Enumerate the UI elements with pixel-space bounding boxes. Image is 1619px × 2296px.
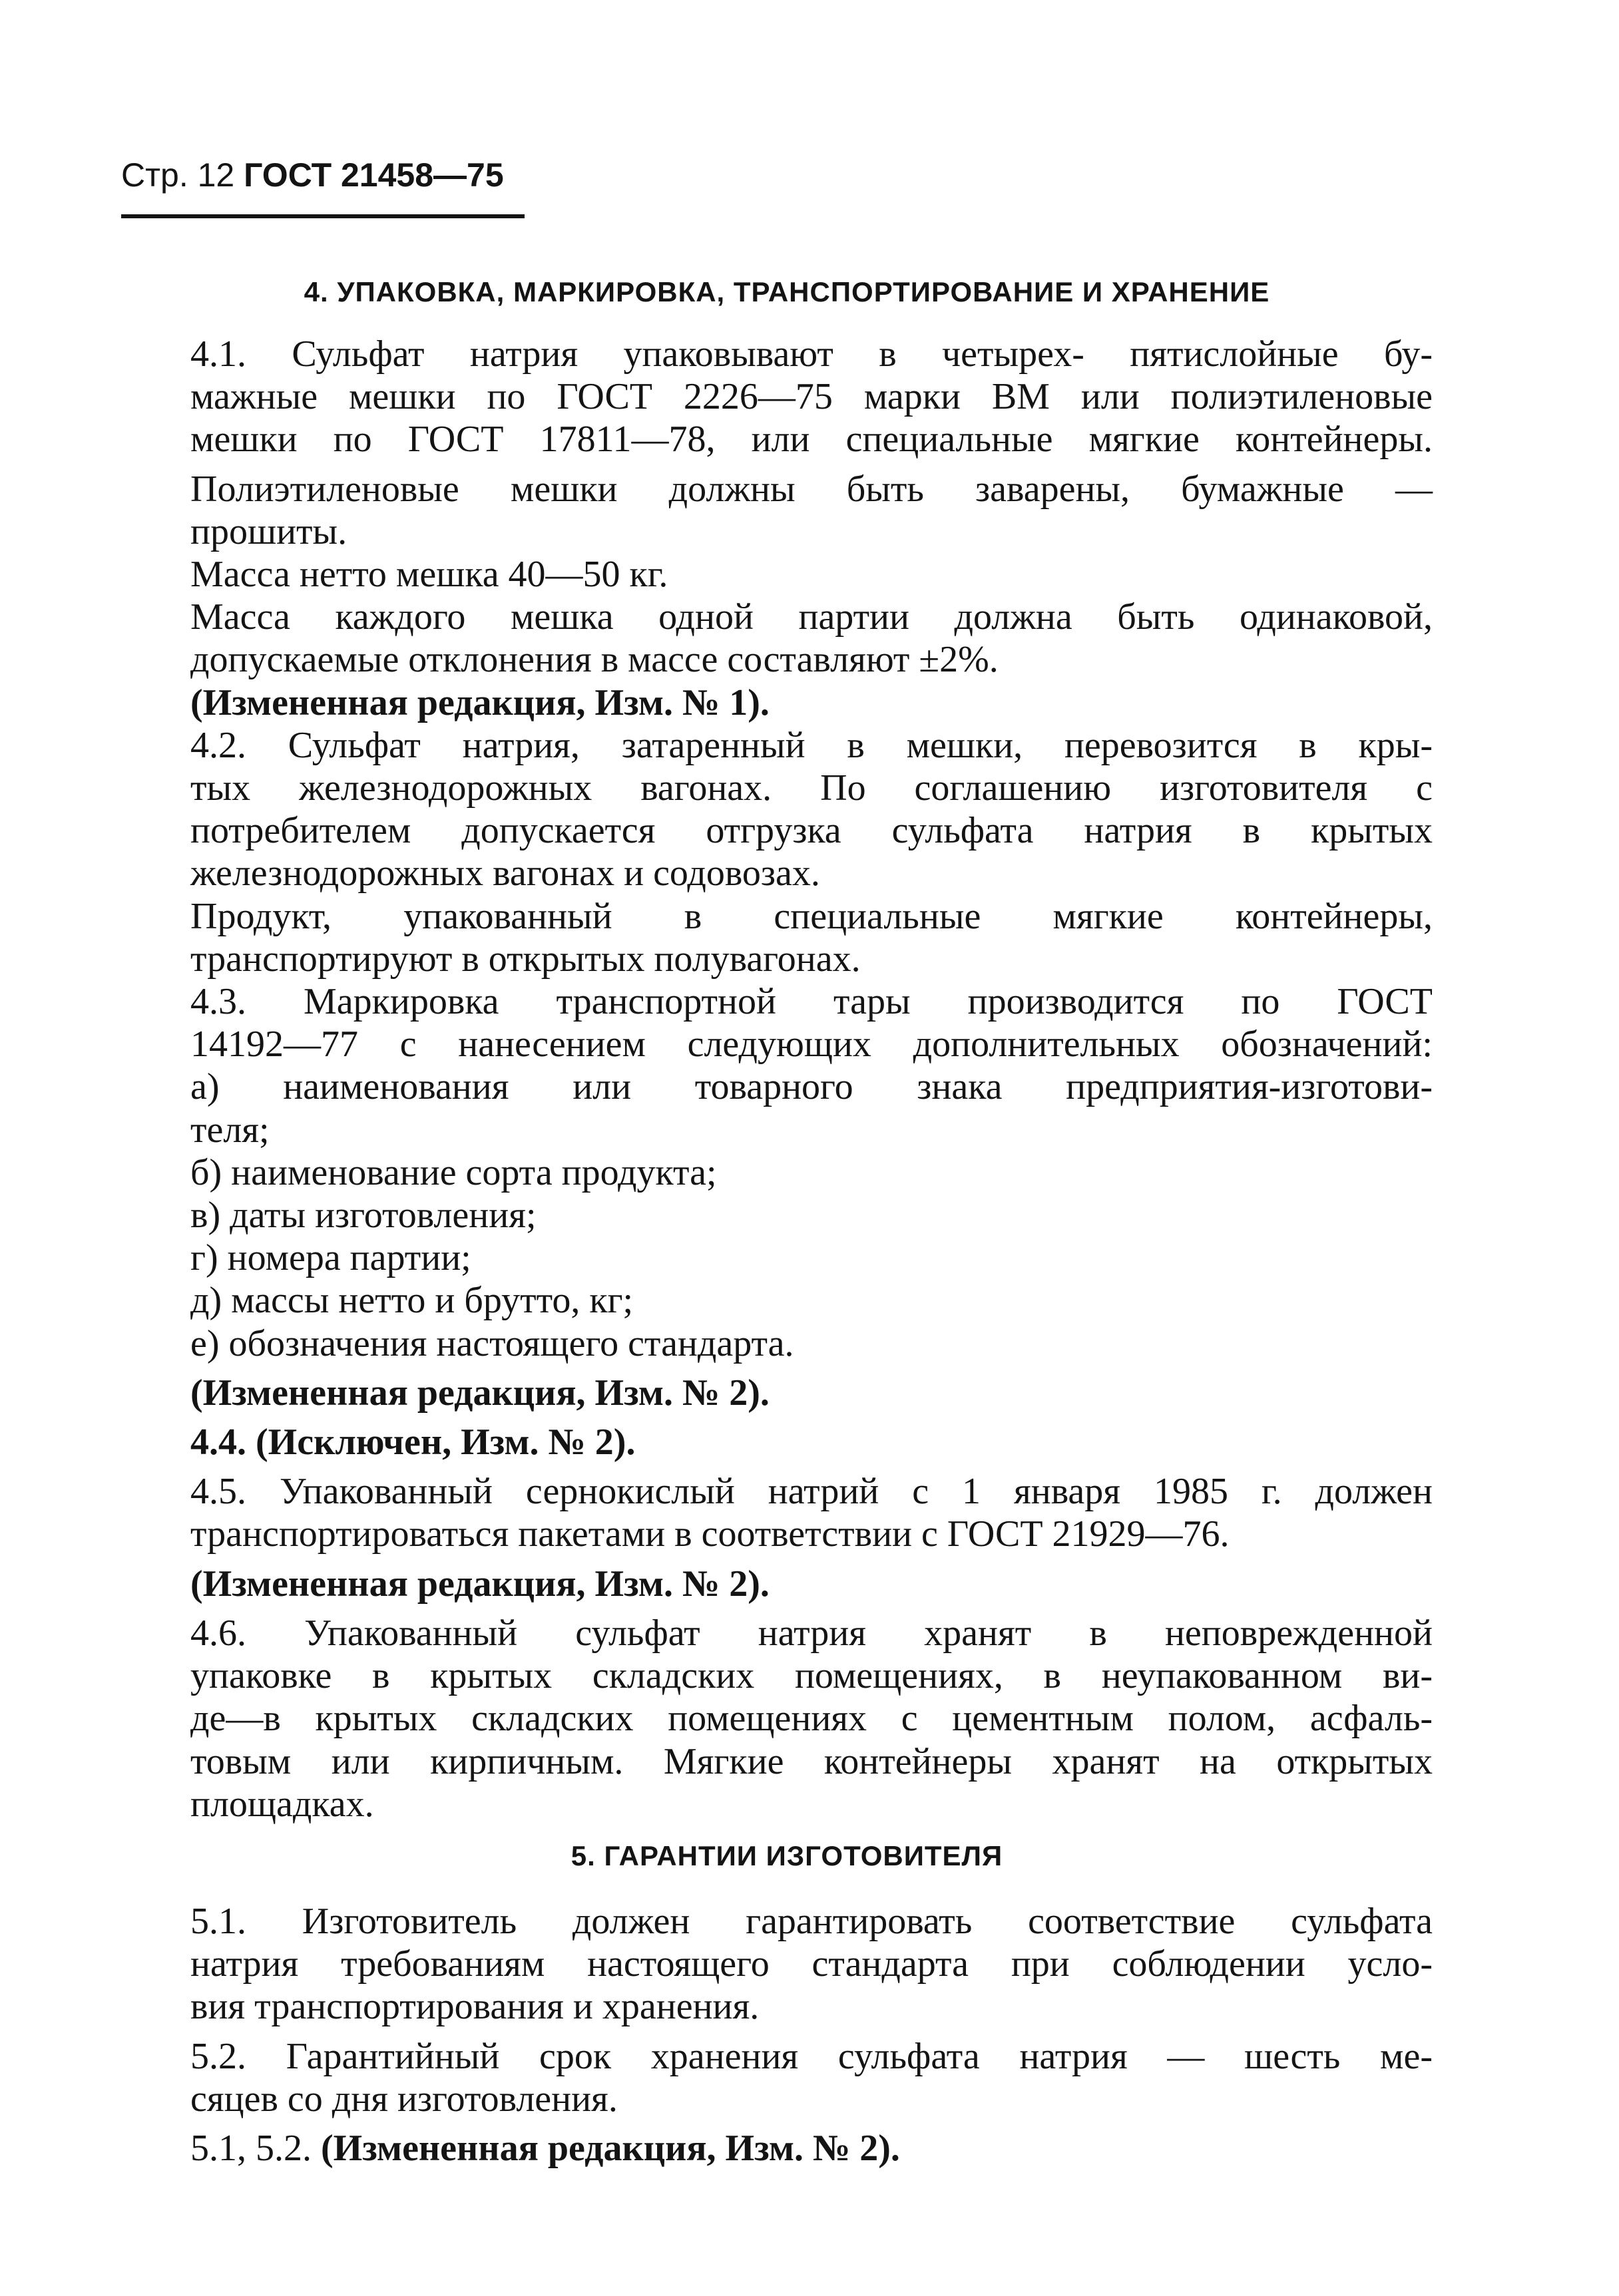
text-line: 14192—77 с нанесением следующих дополнительных обозначений: xyxy=(190,1024,1433,1065)
text-line: потребителем допускается отгрузка сульфата натрия в крытых xyxy=(190,810,1433,852)
list-item-a xyxy=(121,1065,1433,1151)
text-line: 4.4. (Исключен, Изм. № 2). xyxy=(190,1422,636,1463)
text-line xyxy=(121,2127,1433,2170)
text-line: 4.5. Упакованный сернокислый натрий с 1 января 1985 г. должен xyxy=(190,1471,1433,1513)
text-line: (Измененная редакция, Изм. № 1). xyxy=(190,681,770,723)
text-line: де—в крытых складских помещениях с цементным полом, асфаль- xyxy=(190,1698,1433,1740)
clause-4-1-net-mass xyxy=(121,553,1433,596)
text-line: г) номера партии; xyxy=(190,1237,471,1279)
list-item-e xyxy=(121,1322,1433,1365)
section-4-heading: 4. УПАКОВКА, МАРКИРОВКА, ТРАНСПОРТИРОВАНИЕ И ХРАНЕНИЕ xyxy=(304,276,1270,307)
clause-4-1-seal xyxy=(121,468,1433,553)
text-line: Полиэтиленовые мешки должны быть заварены, бумажные — xyxy=(190,468,1433,510)
text-line: транспортироваться пакетами в соответствии с ГОСТ 21929—76. xyxy=(190,1513,1230,1555)
text-line: а) наименования или товарного знака предприятия-изготови- xyxy=(190,1066,1433,1108)
clause-4-1 xyxy=(121,333,1433,461)
text-line: е) обозначения настоящего стандарта. xyxy=(190,1322,794,1364)
list-item-d xyxy=(121,1279,1433,1322)
clause-4-1-tolerance xyxy=(121,596,1433,681)
page-header xyxy=(121,158,504,192)
section-5-heading: 5. ГАРАНТИИ ИЗГОТОВИТЕЛЯ xyxy=(571,1840,1003,1871)
list-item-g xyxy=(121,1237,1433,1279)
text-line: 4.6. Упакованный сульфат натрия хранят в неповрежденной xyxy=(190,1612,1433,1654)
text-line: в) даты изготовления; xyxy=(190,1195,537,1237)
section-4-body xyxy=(121,333,1433,1825)
clause-5-1 xyxy=(121,1900,1433,2028)
amendment-note-2 xyxy=(121,1372,1433,1414)
text-line: Продукт, упакованный в специальные мягкие контейнеры, xyxy=(190,895,1433,937)
clause-4-2 xyxy=(121,724,1433,895)
amendment-note-1 xyxy=(121,681,1433,724)
clause-4-6 xyxy=(121,1612,1433,1825)
clause-5-amendment xyxy=(121,2127,1433,2170)
text-line: площадках. xyxy=(190,1783,374,1825)
text-line: теля; xyxy=(190,1109,270,1151)
text-line: прошиты. xyxy=(190,510,347,552)
clause-4-3 xyxy=(121,980,1433,1065)
text-line: тых железнодорожных вагонах. По соглашению изготовителя с xyxy=(190,767,1433,809)
text-line: допускаемые отклонения в массе составляют ±2%. xyxy=(190,639,999,681)
list-item-v xyxy=(121,1194,1433,1237)
clause-4-5 xyxy=(121,1470,1433,1555)
amendment-note-3 xyxy=(121,1563,1433,1605)
text-line: железнодорожных вагонах и содовозах. xyxy=(190,853,820,894)
header-rule xyxy=(121,214,525,218)
text-line: мажные мешки по ГОСТ 2226—75 марки ВМ или полиэтиленовые xyxy=(190,376,1433,418)
text-line: сяцев со дня изготовления. xyxy=(190,2078,618,2120)
text-line: 4.1. Сульфат натрия упаковывают в четырех- пятислойные бу- xyxy=(190,333,1433,375)
text-line: вия транспортирования и хранения. xyxy=(190,1986,760,2028)
text-line: 4.2. Сульфат натрия, затаренный в мешки, перевозится в кры- xyxy=(190,724,1433,766)
clause-reference: 5.1, 5.2. xyxy=(190,2128,312,2170)
text-line: упаковке в крытых складских помещениях, в неупакованном ви- xyxy=(190,1655,1433,1697)
page-number: Стр. 12 xyxy=(121,156,235,194)
text-line: б) наименование сорта продукта; xyxy=(190,1151,717,1193)
amendment-note-4: (Измененная редакция, Изм. № 2). xyxy=(321,2128,900,2170)
text-line: (Измененная редакция, Изм. № 2). xyxy=(190,1372,770,1414)
text-line: мешки по ГОСТ 17811—78, или специальные мягкие контейнеры. xyxy=(190,419,1433,461)
clause-5-2 xyxy=(121,2035,1433,2120)
text-line: натрия требованиям настоящего стандарта при соблюдении усло- xyxy=(190,1943,1433,1985)
text-line: 4.3. Маркировка транспортной тары производится по ГОСТ xyxy=(190,981,1433,1023)
standard-number: ГОСТ 21458—75 xyxy=(244,156,504,194)
text-line: Масса каждого мешка одной партии должна быть одинаковой, xyxy=(190,596,1433,638)
list-item-b xyxy=(121,1151,1433,1194)
text-line: товым или кирпичным. Мягкие контейнеры хранят на открытых xyxy=(190,1740,1433,1782)
text-line: транспортируют в открытых полувагонах. xyxy=(190,938,861,980)
clause-4-2-containers xyxy=(121,895,1433,980)
clause-4-4 xyxy=(121,1421,1433,1463)
text-line: 5.2. Гарантийный срок хранения сульфата натрия — шесть ме- xyxy=(190,2035,1433,2077)
text-line: Масса нетто мешка 40—50 кг. xyxy=(190,554,668,596)
text-line: 5.1. Изготовитель должен гарантировать соответствие сульфата xyxy=(190,1901,1433,1942)
section-5-body xyxy=(121,1900,1433,2170)
text-line: д) массы нетто и брутто, кг; xyxy=(190,1280,634,1322)
text-line: (Измененная редакция, Изм. № 2). xyxy=(190,1563,770,1605)
